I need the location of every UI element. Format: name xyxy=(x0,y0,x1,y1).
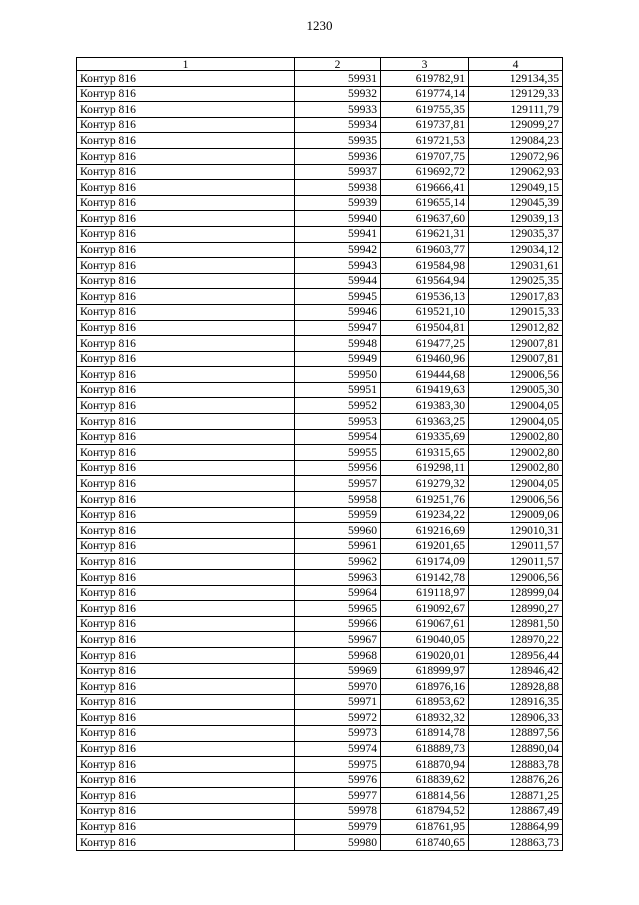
x-coordinate-cell: 618839,62 xyxy=(381,772,469,788)
contour-name-cell: Контур 816 xyxy=(77,757,295,773)
point-number-cell: 59938 xyxy=(295,180,381,196)
point-number-cell: 59977 xyxy=(295,788,381,804)
point-number-cell: 59970 xyxy=(295,679,381,695)
x-coordinate-cell: 619603,77 xyxy=(381,242,469,258)
y-coordinate-cell: 129004,05 xyxy=(469,476,563,492)
point-number-cell: 59958 xyxy=(295,492,381,508)
x-coordinate-cell: 619335,69 xyxy=(381,429,469,445)
x-coordinate-cell: 618999,97 xyxy=(381,663,469,679)
table-row xyxy=(77,382,563,398)
x-coordinate-cell: 619251,76 xyxy=(381,492,469,508)
contour-name-cell: Контур 816 xyxy=(77,414,295,430)
x-coordinate-cell: 619174,09 xyxy=(381,554,469,570)
point-number-cell: 59956 xyxy=(295,460,381,476)
point-number-cell: 59963 xyxy=(295,570,381,586)
contour-name-cell: Контур 816 xyxy=(77,117,295,133)
y-coordinate-cell: 128990,27 xyxy=(469,601,563,617)
contour-name-cell: Контур 816 xyxy=(77,71,295,87)
x-coordinate-cell: 619092,67 xyxy=(381,601,469,617)
point-number-cell: 59934 xyxy=(295,117,381,133)
x-coordinate-cell: 619067,61 xyxy=(381,616,469,632)
table-row xyxy=(77,632,563,648)
point-number-cell: 59978 xyxy=(295,803,381,819)
point-number-cell: 59960 xyxy=(295,523,381,539)
contour-name-cell: Контур 816 xyxy=(77,320,295,336)
table-row xyxy=(77,226,563,242)
point-number-cell: 59935 xyxy=(295,133,381,149)
point-number-cell: 59968 xyxy=(295,647,381,663)
x-coordinate-cell: 619755,35 xyxy=(381,102,469,118)
x-coordinate-cell: 619383,30 xyxy=(381,398,469,414)
y-coordinate-cell: 129039,13 xyxy=(469,211,563,227)
y-coordinate-cell: 129072,96 xyxy=(469,148,563,164)
contour-name-cell: Контур 816 xyxy=(77,554,295,570)
contour-name-cell: Контур 816 xyxy=(77,445,295,461)
point-number-cell: 59933 xyxy=(295,102,381,118)
contour-name-cell: Контур 816 xyxy=(77,772,295,788)
table-row xyxy=(77,117,563,133)
y-coordinate-cell: 129025,35 xyxy=(469,273,563,289)
table-row xyxy=(77,86,563,102)
table-row xyxy=(77,679,563,695)
contour-name-cell: Контур 816 xyxy=(77,382,295,398)
x-coordinate-cell: 619040,05 xyxy=(381,632,469,648)
y-coordinate-cell: 128871,25 xyxy=(469,788,563,804)
table-row xyxy=(77,803,563,819)
y-coordinate-cell: 128863,73 xyxy=(469,835,563,851)
x-coordinate-cell: 619216,69 xyxy=(381,523,469,539)
contour-name-cell: Контур 816 xyxy=(77,601,295,617)
x-coordinate-cell: 618740,65 xyxy=(381,835,469,851)
point-number-cell: 59975 xyxy=(295,757,381,773)
column-header-4: 4 xyxy=(469,58,563,71)
point-number-cell: 59947 xyxy=(295,320,381,336)
table-row xyxy=(77,741,563,757)
y-coordinate-cell: 129017,83 xyxy=(469,289,563,305)
x-coordinate-cell: 619315,65 xyxy=(381,445,469,461)
y-coordinate-cell: 129007,81 xyxy=(469,351,563,367)
point-number-cell: 59951 xyxy=(295,382,381,398)
x-coordinate-cell: 619782,91 xyxy=(381,71,469,87)
contour-name-cell: Контур 816 xyxy=(77,819,295,835)
table-row xyxy=(77,647,563,663)
point-number-cell: 59952 xyxy=(295,398,381,414)
table-row xyxy=(77,507,563,523)
contour-name-cell: Контур 816 xyxy=(77,351,295,367)
contour-name-cell: Контур 816 xyxy=(77,289,295,305)
point-number-cell: 59937 xyxy=(295,164,381,180)
x-coordinate-cell: 618814,56 xyxy=(381,788,469,804)
table-row xyxy=(77,694,563,710)
x-coordinate-cell: 619444,68 xyxy=(381,367,469,383)
point-number-cell: 59957 xyxy=(295,476,381,492)
table-row xyxy=(77,663,563,679)
table-row xyxy=(77,398,563,414)
x-coordinate-cell: 619419,63 xyxy=(381,382,469,398)
table-row xyxy=(77,554,563,570)
x-coordinate-cell: 619655,14 xyxy=(381,195,469,211)
table-body xyxy=(77,71,563,851)
contour-name-cell: Контур 816 xyxy=(77,507,295,523)
table-row xyxy=(77,538,563,554)
y-coordinate-cell: 129049,15 xyxy=(469,180,563,196)
contour-name-cell: Контур 816 xyxy=(77,632,295,648)
point-number-cell: 59932 xyxy=(295,86,381,102)
x-coordinate-cell: 619020,01 xyxy=(381,647,469,663)
x-coordinate-cell: 618953,62 xyxy=(381,694,469,710)
x-coordinate-cell: 619279,32 xyxy=(381,476,469,492)
y-coordinate-cell: 129004,05 xyxy=(469,398,563,414)
x-coordinate-cell: 619142,78 xyxy=(381,570,469,586)
x-coordinate-cell: 619774,14 xyxy=(381,86,469,102)
point-number-cell: 59967 xyxy=(295,632,381,648)
contour-name-cell: Контур 816 xyxy=(77,570,295,586)
contour-name-cell: Контур 816 xyxy=(77,211,295,227)
x-coordinate-cell: 619637,60 xyxy=(381,211,469,227)
table-row xyxy=(77,273,563,289)
point-number-cell: 59950 xyxy=(295,367,381,383)
table-row xyxy=(77,336,563,352)
point-number-cell: 59979 xyxy=(295,819,381,835)
contour-name-cell: Контур 816 xyxy=(77,538,295,554)
contour-name-cell: Контур 816 xyxy=(77,429,295,445)
point-number-cell: 59948 xyxy=(295,336,381,352)
table-row xyxy=(77,492,563,508)
point-number-cell: 59953 xyxy=(295,414,381,430)
contour-name-cell: Контур 816 xyxy=(77,304,295,320)
x-coordinate-cell: 619737,81 xyxy=(381,117,469,133)
contour-name-cell: Контур 816 xyxy=(77,523,295,539)
y-coordinate-cell: 128867,49 xyxy=(469,803,563,819)
contour-name-cell: Контур 816 xyxy=(77,460,295,476)
x-coordinate-cell: 619536,13 xyxy=(381,289,469,305)
contour-name-cell: Контур 816 xyxy=(77,803,295,819)
y-coordinate-cell: 129129,33 xyxy=(469,86,563,102)
table-row xyxy=(77,476,563,492)
contour-name-cell: Контур 816 xyxy=(77,788,295,804)
table-row xyxy=(77,710,563,726)
table-row xyxy=(77,367,563,383)
y-coordinate-cell: 128876,26 xyxy=(469,772,563,788)
table-row xyxy=(77,211,563,227)
y-coordinate-cell: 128890,04 xyxy=(469,741,563,757)
contour-name-cell: Контур 816 xyxy=(77,663,295,679)
table-row xyxy=(77,304,563,320)
point-number-cell: 59954 xyxy=(295,429,381,445)
contour-name-cell: Контур 816 xyxy=(77,398,295,414)
table-row xyxy=(77,242,563,258)
table-row xyxy=(77,585,563,601)
table-row xyxy=(77,289,563,305)
contour-name-cell: Контур 816 xyxy=(77,164,295,180)
contour-name-cell: Контур 816 xyxy=(77,180,295,196)
x-coordinate-cell: 618870,94 xyxy=(381,757,469,773)
contour-name-cell: Контур 816 xyxy=(77,273,295,289)
point-number-cell: 59946 xyxy=(295,304,381,320)
table-row xyxy=(77,601,563,617)
x-coordinate-cell: 619234,22 xyxy=(381,507,469,523)
coordinates-table xyxy=(76,57,563,851)
table-row xyxy=(77,772,563,788)
table-row xyxy=(77,523,563,539)
x-coordinate-cell: 619118,97 xyxy=(381,585,469,601)
x-coordinate-cell: 619692,72 xyxy=(381,164,469,180)
point-number-cell: 59936 xyxy=(295,148,381,164)
contour-name-cell: Контур 816 xyxy=(77,476,295,492)
y-coordinate-cell: 128897,56 xyxy=(469,725,563,741)
table-row xyxy=(77,757,563,773)
point-number-cell: 59966 xyxy=(295,616,381,632)
point-number-cell: 59976 xyxy=(295,772,381,788)
contour-name-cell: Контур 816 xyxy=(77,725,295,741)
table-row xyxy=(77,819,563,835)
y-coordinate-cell: 129010,31 xyxy=(469,523,563,539)
y-coordinate-cell: 129031,61 xyxy=(469,258,563,274)
table-row xyxy=(77,351,563,367)
y-coordinate-cell: 129007,81 xyxy=(469,336,563,352)
y-coordinate-cell: 128956,44 xyxy=(469,647,563,663)
x-coordinate-cell: 618914,78 xyxy=(381,725,469,741)
point-number-cell: 59939 xyxy=(295,195,381,211)
table-row xyxy=(77,445,563,461)
y-coordinate-cell: 129062,93 xyxy=(469,164,563,180)
table-row xyxy=(77,570,563,586)
contour-name-cell: Контур 816 xyxy=(77,647,295,663)
x-coordinate-cell: 619721,53 xyxy=(381,133,469,149)
y-coordinate-cell: 128999,04 xyxy=(469,585,563,601)
x-coordinate-cell: 619201,65 xyxy=(381,538,469,554)
x-coordinate-cell: 618889,73 xyxy=(381,741,469,757)
point-number-cell: 59945 xyxy=(295,289,381,305)
contour-name-cell: Контур 816 xyxy=(77,492,295,508)
x-coordinate-cell: 619707,75 xyxy=(381,148,469,164)
y-coordinate-cell: 129035,37 xyxy=(469,226,563,242)
table-row xyxy=(77,725,563,741)
column-header-2: 2 xyxy=(295,58,381,71)
table-row xyxy=(77,180,563,196)
x-coordinate-cell: 619477,25 xyxy=(381,336,469,352)
y-coordinate-cell: 129099,27 xyxy=(469,117,563,133)
point-number-cell: 59944 xyxy=(295,273,381,289)
contour-name-cell: Контур 816 xyxy=(77,835,295,851)
x-coordinate-cell: 619666,41 xyxy=(381,180,469,196)
contour-name-cell: Контур 816 xyxy=(77,195,295,211)
column-header-1: 1 xyxy=(77,58,295,71)
y-coordinate-cell: 128981,50 xyxy=(469,616,563,632)
table-row xyxy=(77,164,563,180)
point-number-cell: 59942 xyxy=(295,242,381,258)
y-coordinate-cell: 128864,99 xyxy=(469,819,563,835)
x-coordinate-cell: 619564,94 xyxy=(381,273,469,289)
y-coordinate-cell: 128906,33 xyxy=(469,710,563,726)
contour-name-cell: Контур 816 xyxy=(77,226,295,242)
table-row xyxy=(77,429,563,445)
y-coordinate-cell: 129006,56 xyxy=(469,492,563,508)
x-coordinate-cell: 618761,95 xyxy=(381,819,469,835)
y-coordinate-cell: 129005,30 xyxy=(469,382,563,398)
contour-name-cell: Контур 816 xyxy=(77,367,295,383)
y-coordinate-cell: 129012,82 xyxy=(469,320,563,336)
contour-name-cell: Контур 816 xyxy=(77,242,295,258)
column-header-3: 3 xyxy=(381,58,469,71)
contour-name-cell: Контур 816 xyxy=(77,741,295,757)
contour-name-cell: Контур 816 xyxy=(77,102,295,118)
point-number-cell: 59949 xyxy=(295,351,381,367)
point-number-cell: 59980 xyxy=(295,835,381,851)
x-coordinate-cell: 619621,31 xyxy=(381,226,469,242)
y-coordinate-cell: 129134,35 xyxy=(469,71,563,87)
y-coordinate-cell: 129034,12 xyxy=(469,242,563,258)
y-coordinate-cell: 129045,39 xyxy=(469,195,563,211)
table-row xyxy=(77,414,563,430)
page-number: 1230 xyxy=(306,18,333,33)
contour-name-cell: Контур 816 xyxy=(77,86,295,102)
y-coordinate-cell: 129004,05 xyxy=(469,414,563,430)
point-number-cell: 59974 xyxy=(295,741,381,757)
x-coordinate-cell: 619460,96 xyxy=(381,351,469,367)
contour-name-cell: Контур 816 xyxy=(77,679,295,695)
x-coordinate-cell: 618794,52 xyxy=(381,803,469,819)
table-row xyxy=(77,71,563,87)
point-number-cell: 59940 xyxy=(295,211,381,227)
contour-name-cell: Контур 816 xyxy=(77,336,295,352)
y-coordinate-cell: 129009,06 xyxy=(469,507,563,523)
contour-name-cell: Контур 816 xyxy=(77,258,295,274)
y-coordinate-cell: 129002,80 xyxy=(469,460,563,476)
point-number-cell: 59965 xyxy=(295,601,381,617)
table-row xyxy=(77,616,563,632)
x-coordinate-cell: 619584,98 xyxy=(381,258,469,274)
y-coordinate-cell: 129002,80 xyxy=(469,429,563,445)
point-number-cell: 59931 xyxy=(295,71,381,87)
point-number-cell: 59943 xyxy=(295,258,381,274)
y-coordinate-cell: 129011,57 xyxy=(469,538,563,554)
point-number-cell: 59955 xyxy=(295,445,381,461)
y-coordinate-cell: 128928,88 xyxy=(469,679,563,695)
table-row xyxy=(77,102,563,118)
y-coordinate-cell: 129006,56 xyxy=(469,367,563,383)
point-number-cell: 59941 xyxy=(295,226,381,242)
table-row xyxy=(77,835,563,851)
table-row xyxy=(77,148,563,164)
y-coordinate-cell: 129011,57 xyxy=(469,554,563,570)
y-coordinate-cell: 128916,35 xyxy=(469,694,563,710)
table-row xyxy=(77,195,563,211)
y-coordinate-cell: 129015,33 xyxy=(469,304,563,320)
contour-name-cell: Контур 816 xyxy=(77,133,295,149)
x-coordinate-cell: 619504,81 xyxy=(381,320,469,336)
x-coordinate-cell: 618976,16 xyxy=(381,679,469,695)
point-number-cell: 59969 xyxy=(295,663,381,679)
y-coordinate-cell: 129084,23 xyxy=(469,133,563,149)
y-coordinate-cell: 129002,80 xyxy=(469,445,563,461)
x-coordinate-cell: 618932,32 xyxy=(381,710,469,726)
contour-name-cell: Контур 816 xyxy=(77,148,295,164)
point-number-cell: 59959 xyxy=(295,507,381,523)
contour-name-cell: Контур 816 xyxy=(77,616,295,632)
point-number-cell: 59972 xyxy=(295,710,381,726)
y-coordinate-cell: 128970,22 xyxy=(469,632,563,648)
table-header-row xyxy=(77,58,563,71)
x-coordinate-cell: 619521,10 xyxy=(381,304,469,320)
table-row xyxy=(77,788,563,804)
table-row xyxy=(77,460,563,476)
point-number-cell: 59971 xyxy=(295,694,381,710)
y-coordinate-cell: 129006,56 xyxy=(469,570,563,586)
y-coordinate-cell: 128946,42 xyxy=(469,663,563,679)
x-coordinate-cell: 619298,11 xyxy=(381,460,469,476)
y-coordinate-cell: 128883,78 xyxy=(469,757,563,773)
point-number-cell: 59973 xyxy=(295,725,381,741)
x-coordinate-cell: 619363,25 xyxy=(381,414,469,430)
point-number-cell: 59962 xyxy=(295,554,381,570)
contour-name-cell: Контур 816 xyxy=(77,585,295,601)
point-number-cell: 59964 xyxy=(295,585,381,601)
contour-name-cell: Контур 816 xyxy=(77,694,295,710)
table-row xyxy=(77,320,563,336)
y-coordinate-cell: 129111,79 xyxy=(469,102,563,118)
table-row xyxy=(77,133,563,149)
point-number-cell: 59961 xyxy=(295,538,381,554)
contour-name-cell: Контур 816 xyxy=(77,710,295,726)
table-row xyxy=(77,258,563,274)
